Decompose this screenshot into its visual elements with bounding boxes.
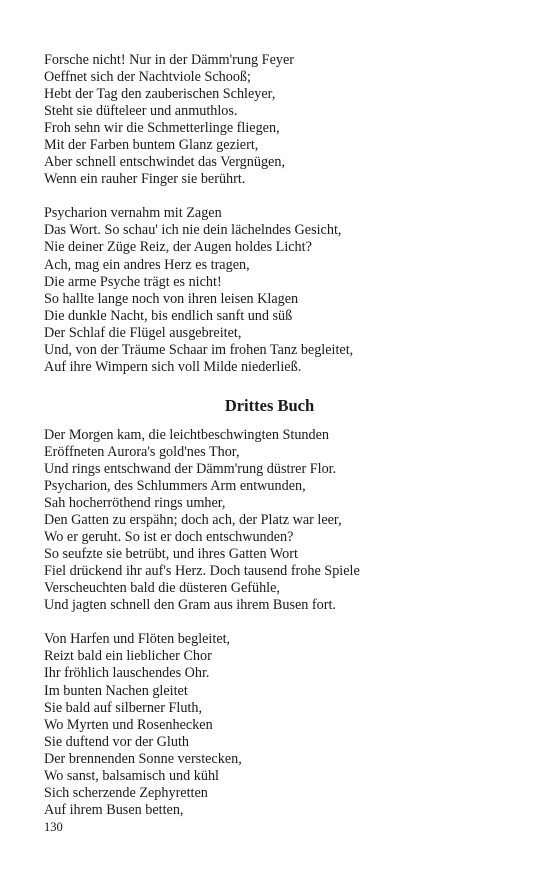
verse-line: Verscheuchten bald die düsteren Gefühle, [44,580,280,597]
page-number: 130 [44,820,63,834]
verse-line: Der brennenden Sonne verstecken, [44,750,242,767]
verse-line: Fiel drückend ihr auf's Herz. Doch tausend frohe Spiele [44,563,360,580]
verse-line: Wo sanst, balsamisch und kühl [44,767,220,784]
verse-line: Mit der Farben buntem Glanz geziert, [44,137,259,154]
verse-line: Aber schnell entschwindet das Vergnügen, [44,154,285,171]
verse-line: Auf ihrem Busen betten, [44,801,184,818]
verse-line: Sah hocherröthend rings umher, [44,495,226,512]
verse-line: Und rings entschwand der Dämm'rung düstrer Flor. [44,460,337,477]
verse-line: Nie deiner Züge Reiz, der Augen holdes Licht? [44,239,312,256]
verse-line: Reizt bald ein lieblicher Chor [44,648,212,665]
verse-line: Sich scherzende Zephyretten [44,784,208,801]
section-title: Drittes Buch [224,395,315,415]
stanza-gap [44,614,514,631]
stanza-gap [44,188,514,205]
verse-line: Das Wort. So schau' ich nie dein lächelndes Gesicht, [44,222,342,239]
verse-line: Wenn ein rauher Finger sie berührt. [44,171,246,188]
stanza-3 [44,427,514,615]
verse-line: Die dunkle Nacht, bis endlich sanft und süß [44,307,293,324]
stanza-1 [44,52,514,188]
verse-line: Den Gatten zu erspähn; doch ach, der Platz war leer, [44,512,342,529]
verse-line: Auf ihre Wimpern sich voll Milde niederließ. [44,358,302,375]
stanza-2 [44,205,514,375]
verse-line: Ach, mag ein andres Herz es tragen, [44,256,250,273]
verse-line: Von Harfen und Flöten begleitet, [44,631,231,648]
verse-line: Der Morgen kam, die leichtbeschwingten Stunden [44,426,329,443]
page-body [44,52,514,819]
verse-line: Steht sie düfteleer und anmuthlos. [44,103,238,120]
verse-line: Im bunten Nachen gleitet [44,682,188,699]
verse-line: Forsche nicht! Nur in der Dämm'rung Feyer [44,52,294,68]
verse-line: Oeffnet sich der Nachtviole Schooß; [44,69,251,86]
verse-line: Sie duftend vor der Gluth [44,733,189,750]
verse-line: Psycharion vernahm mit Zagen [44,205,222,222]
verse-line: Und, von der Träume Schaar im frohen Tanz begleitet, [44,341,354,358]
verse-line: Wo Myrten und Rosenhecken [44,716,213,733]
verse-line: Wo er geruht. So ist er doch entschwunden? [44,529,294,546]
verse-line: Eröffneten Aurora's gold'nes Thor, [44,443,240,460]
verse-line: So seufzte sie betrübt, und ihres Gatten Wort [44,546,298,563]
verse-line: So hallte lange noch von ihren leisen Klagen [44,290,299,307]
verse-line: Und jagten schnell den Gram aus ihrem Busen fort. [44,597,336,614]
verse-line: Froh sehn wir die Schmetterlinge fliegen, [44,120,280,137]
verse-line: Der Schlaf die Flügel ausgebreitet, [44,324,242,341]
verse-line: Ihr fröhlich lauschendes Ohr. [44,665,210,682]
verse-line: Die arme Psyche trägt es nicht! [44,273,222,290]
verse-line: Psycharion, des Schlummers Arm entwunden, [44,477,306,494]
verse-line: Hebt der Tag den zauberischen Schleyer, [44,86,276,103]
verse-line: Sie bald auf silberner Fluth, [44,699,203,716]
stanza-4 [44,631,514,819]
